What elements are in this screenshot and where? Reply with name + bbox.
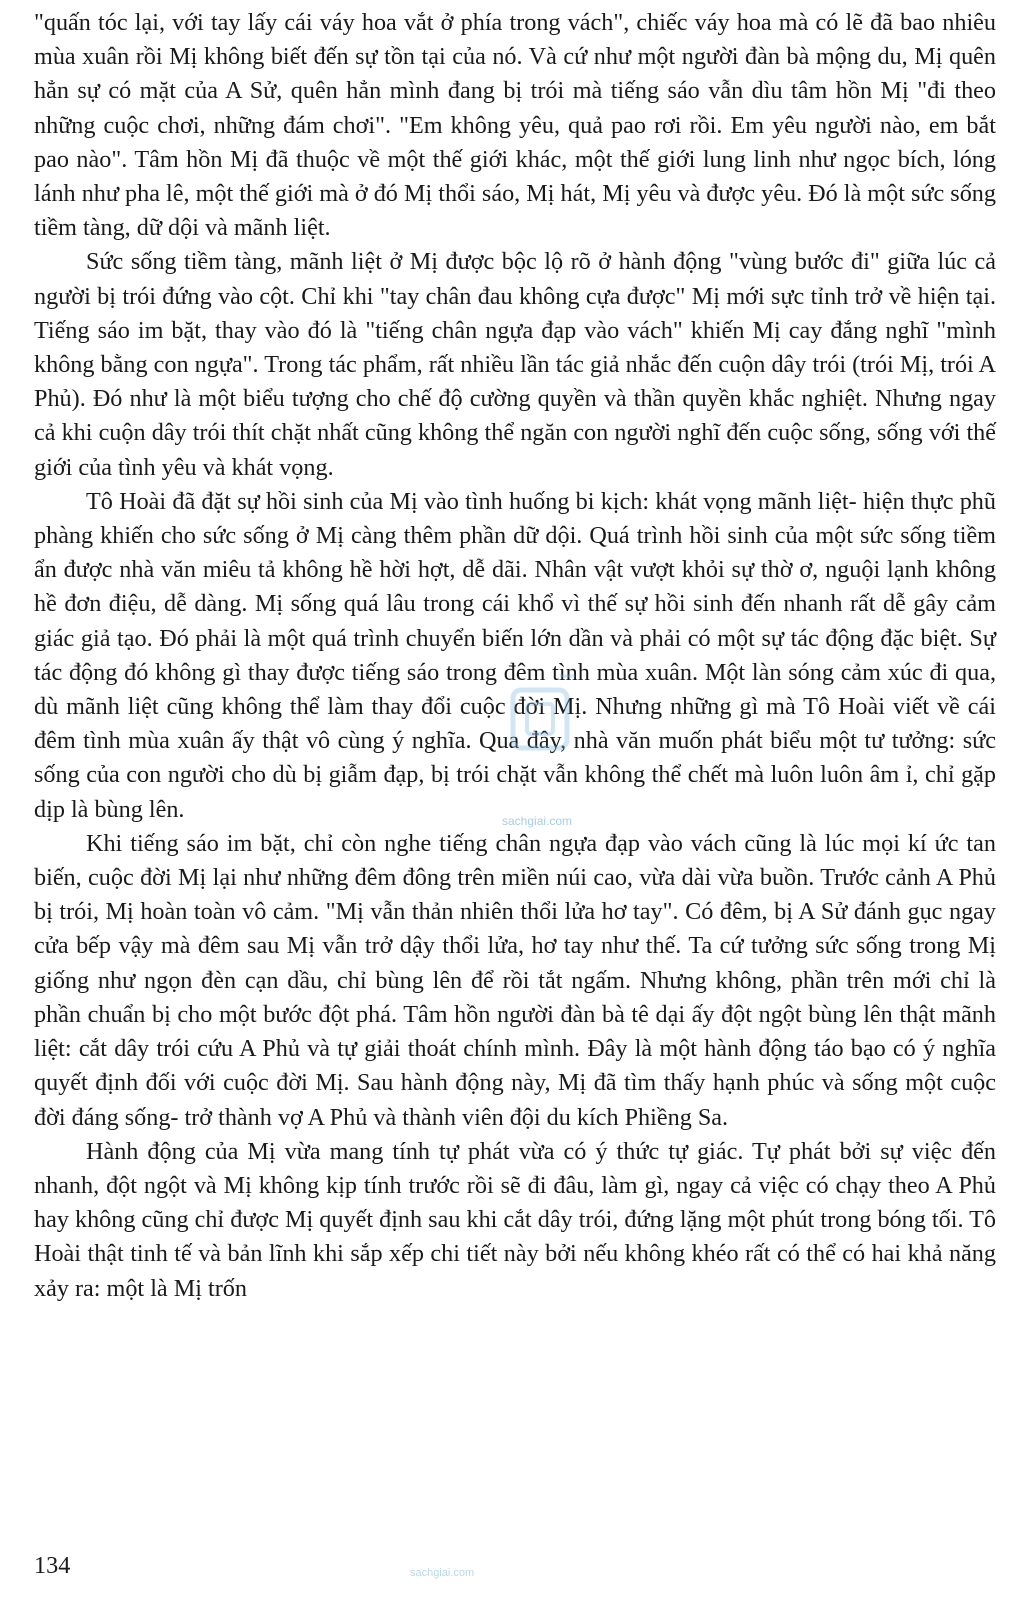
document-page	[34, 6, 996, 1596]
page-number: 134	[34, 1552, 71, 1579]
paragraph-4: Khi tiếng sáo im bặt, chỉ còn nghe tiếng chân ngựa đạp vào vách cũng là lúc mọi kí ức tan biến, cuộc đời Mị lại như những đêm đông trên miền núi cao, vừa dài vừa buồn. Trước cảnh A Phủ bị trói, Mị hoàn toàn vô cảm. "Mị vẫn thản nhiên thổi lửa hơ tay". Có đêm, bị A Sử đánh gục ngay cửa bếp vậy mà đêm sau Mị vẫn trở dậy thổi lửa, hơ tay như thế. Ta cứ tưởng sức sống trong Mị giống như ngọn đèn cạn dầu, chỉ bùng lên để rồi tắt ngấm. Nhưng không, phần trên mới chỉ là phần chuẩn bị cho một bước đột phá. Tâm hồn người đàn bà tê dại ấy đột ngột bùng lên thật mãnh liệt: cắt dây trói cứu A Phủ và tự giải thoát chính mình. Đây là một hành động táo bạo có ý nghĩa quyết định đối với cuộc đời Mị. Sau hành động này, Mị đã tìm thấy hạnh phúc và sống một cuộc đời đáng sống- trở thành vợ A Phủ và thành viên đội du kích Phiềng Sa.	[34, 829, 996, 1131]
footer-watermark-url: sachgiai.com	[410, 1567, 475, 1579]
paragraph-1: "quấn tóc lại, với tay lấy cái váy hoa vắt ở phía trong vách", chiếc váy hoa mà có lẽ đã bao nhiêu mùa xuân rồi Mị không biết đến sự tồn tại của nó. Và cứ như một người đàn bà mộng du, Mị quên hẳn sự có mặt của A Sử, quên hẳn mình đang bị trói mà tiếng sáo vẫn dìu tâm hồn Mị "đi theo những cuộc chơi, những đám chơi". "Em không yêu, quả pao rơi rồi. Em yêu người nào, em bắt pao nào". Tâm hồn Mị đã thuộc về một thế giới khác, một thế giới lung linh như ngọc bích, lóng lánh như pha lê, một thế giới mà ở đó Mị thổi sáo, Mị hát, Mị yêu và được yêu. Đó là một sức sống tiềm tàng, dữ dội và mãnh liệt.	[34, 9, 996, 242]
paragraph-5: Hành động của Mị vừa mang tính tự phát vừa có ý thức tự giác. Tự phát bởi sự việc đến nhanh, đột ngột và Mị không kịp tính trước rồi sẽ đi đâu, làm gì, ngay cả việc có chạy theo A Phủ hay không cũng chỉ được Mị quyết định sau khi cắt dây trói, đứng lặng một phút trong bóng tối. Tô Hoài thật tinh tế và bản lĩnh khi sắp xếp chi tiết này bởi nếu không khéo rất có thể có hai khả năng xảy ra: một là Mị trốn	[34, 1137, 996, 1302]
watermark-url: sachgiai.com	[502, 814, 573, 828]
paragraph-2: Sức sống tiềm tàng, mãnh liệt ở Mị được bộc lộ rõ ở hành động "vùng bước đi" giữa lúc cả người bị trói đứng vào cột. Chỉ khi "tay chân đau không cựa được" Mị mới sực tỉnh trở về hiện tại. Tiếng sáo im bặt, thay vào đó là "tiếng chân ngựa đạp vào vách" khiến Mị cay đắng nghĩ "mình không bằng con ngựa". Trong tác phẩm, rất nhiều lần tác giả nhắc đến cuộn dây trói (trói Mị, trói A Phủ). Đó như là một biểu tượng cho chế độ cường quyền và thần quyền khắc nghiệt. Nhưng ngay cả khi cuộn dây trói thít chặt nhất cũng không thể ngăn con người nghĩ đến cuộc sống, sống với thế giới của tình yêu và khát vọng.	[34, 248, 996, 481]
paragraph-3: Tô Hoài đã đặt sự hồi sinh của Mị vào tình huống bi kịch: khát vọng mãnh liệt- hiện thực phũ phàng khiến cho sức sống ở Mị càng thêm phần dữ dội. Quá trình hồi sinh của một sức sống tiềm ẩn được nhà văn miêu tả không hề hời hợt, dễ dãi. Nhân vật vượt khỏi sự thờ ơ, nguội lạnh không hề đơn điệu, dễ dàng. Mị sống quá lâu trong cái khổ vì thế sự hồi sinh đến nhanh rất dễ gây cảm giác giả tạo. Đó phải là một quá trình chuyển biến lớn dần và phải có một sự tác động đặc biệt. Sự tác động đó không gì thay được tiếng sáo trong đêm tình mùa xuân. Một làn sóng cảm xúc đi qua, dù mãnh liệt cũng không thể làm thay đổi cuộc đời Mị. Nhưng những gì mà Tô Hoài viết về cái đêm tình mùa xuân ấy thật vô cùng ý nghĩa. Qua đây, nhà văn muốn phát biểu một tư tưởng: sức sống của con người cho dù bị giẫm đạp, bị trói chặt vẫn không thể chết mà luôn luôn âm ỉ, chỉ gặp dịp là bùng lên.	[34, 487, 996, 823]
